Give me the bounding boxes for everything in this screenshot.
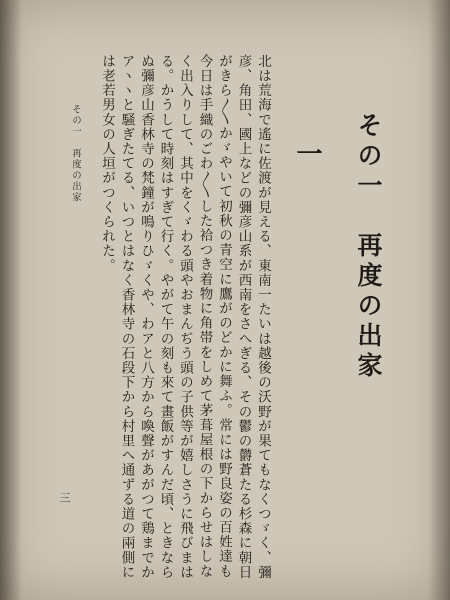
binding-shadow: [0, 0, 22, 600]
section-number: 一: [292, 140, 322, 166]
chapter-title: その一 再度の出家: [354, 112, 383, 382]
page-edge-shadow: [428, 0, 450, 600]
body-text-block: [62, 54, 272, 584]
page-number: 三: [58, 492, 71, 503]
running-header: その一 再度の出家: [70, 104, 81, 203]
body-paragraph: 北は荒海で遙に佐渡が見える、東南一たいは越後の沃野が果てもなくつゞく、彌彦、角田、國上などの彌彦山系が西南をさへぎる、その鬱の欝蒼たる杉森に朝日がきら〳〵かゞやいて初秋の青空に鷹がのどかに舞ふ。常には野良姿の百姓達も今日は手織のごわ〳〵した袷つき着物に角帯をしめて茅葺屋根の下からせはしなく出入りして、其中をくゞわる頭やおまんぢう頭の子供等が嬉しさうに飛びまはる。かうして時刻はすぎて行く。やがて午の刻も來て畫飯がすんだ頃、ときならぬ彌彦山香林寺の梵鐘が鳴りひゞくや、わアと八方から喚聲があがつて鶏までかアヽヽと騒ぎたてる、いつとはなく香林寺の石段下から村里へ通ずる道の兩側には老若男女の人垣がつくられた。: [99, 54, 271, 580]
